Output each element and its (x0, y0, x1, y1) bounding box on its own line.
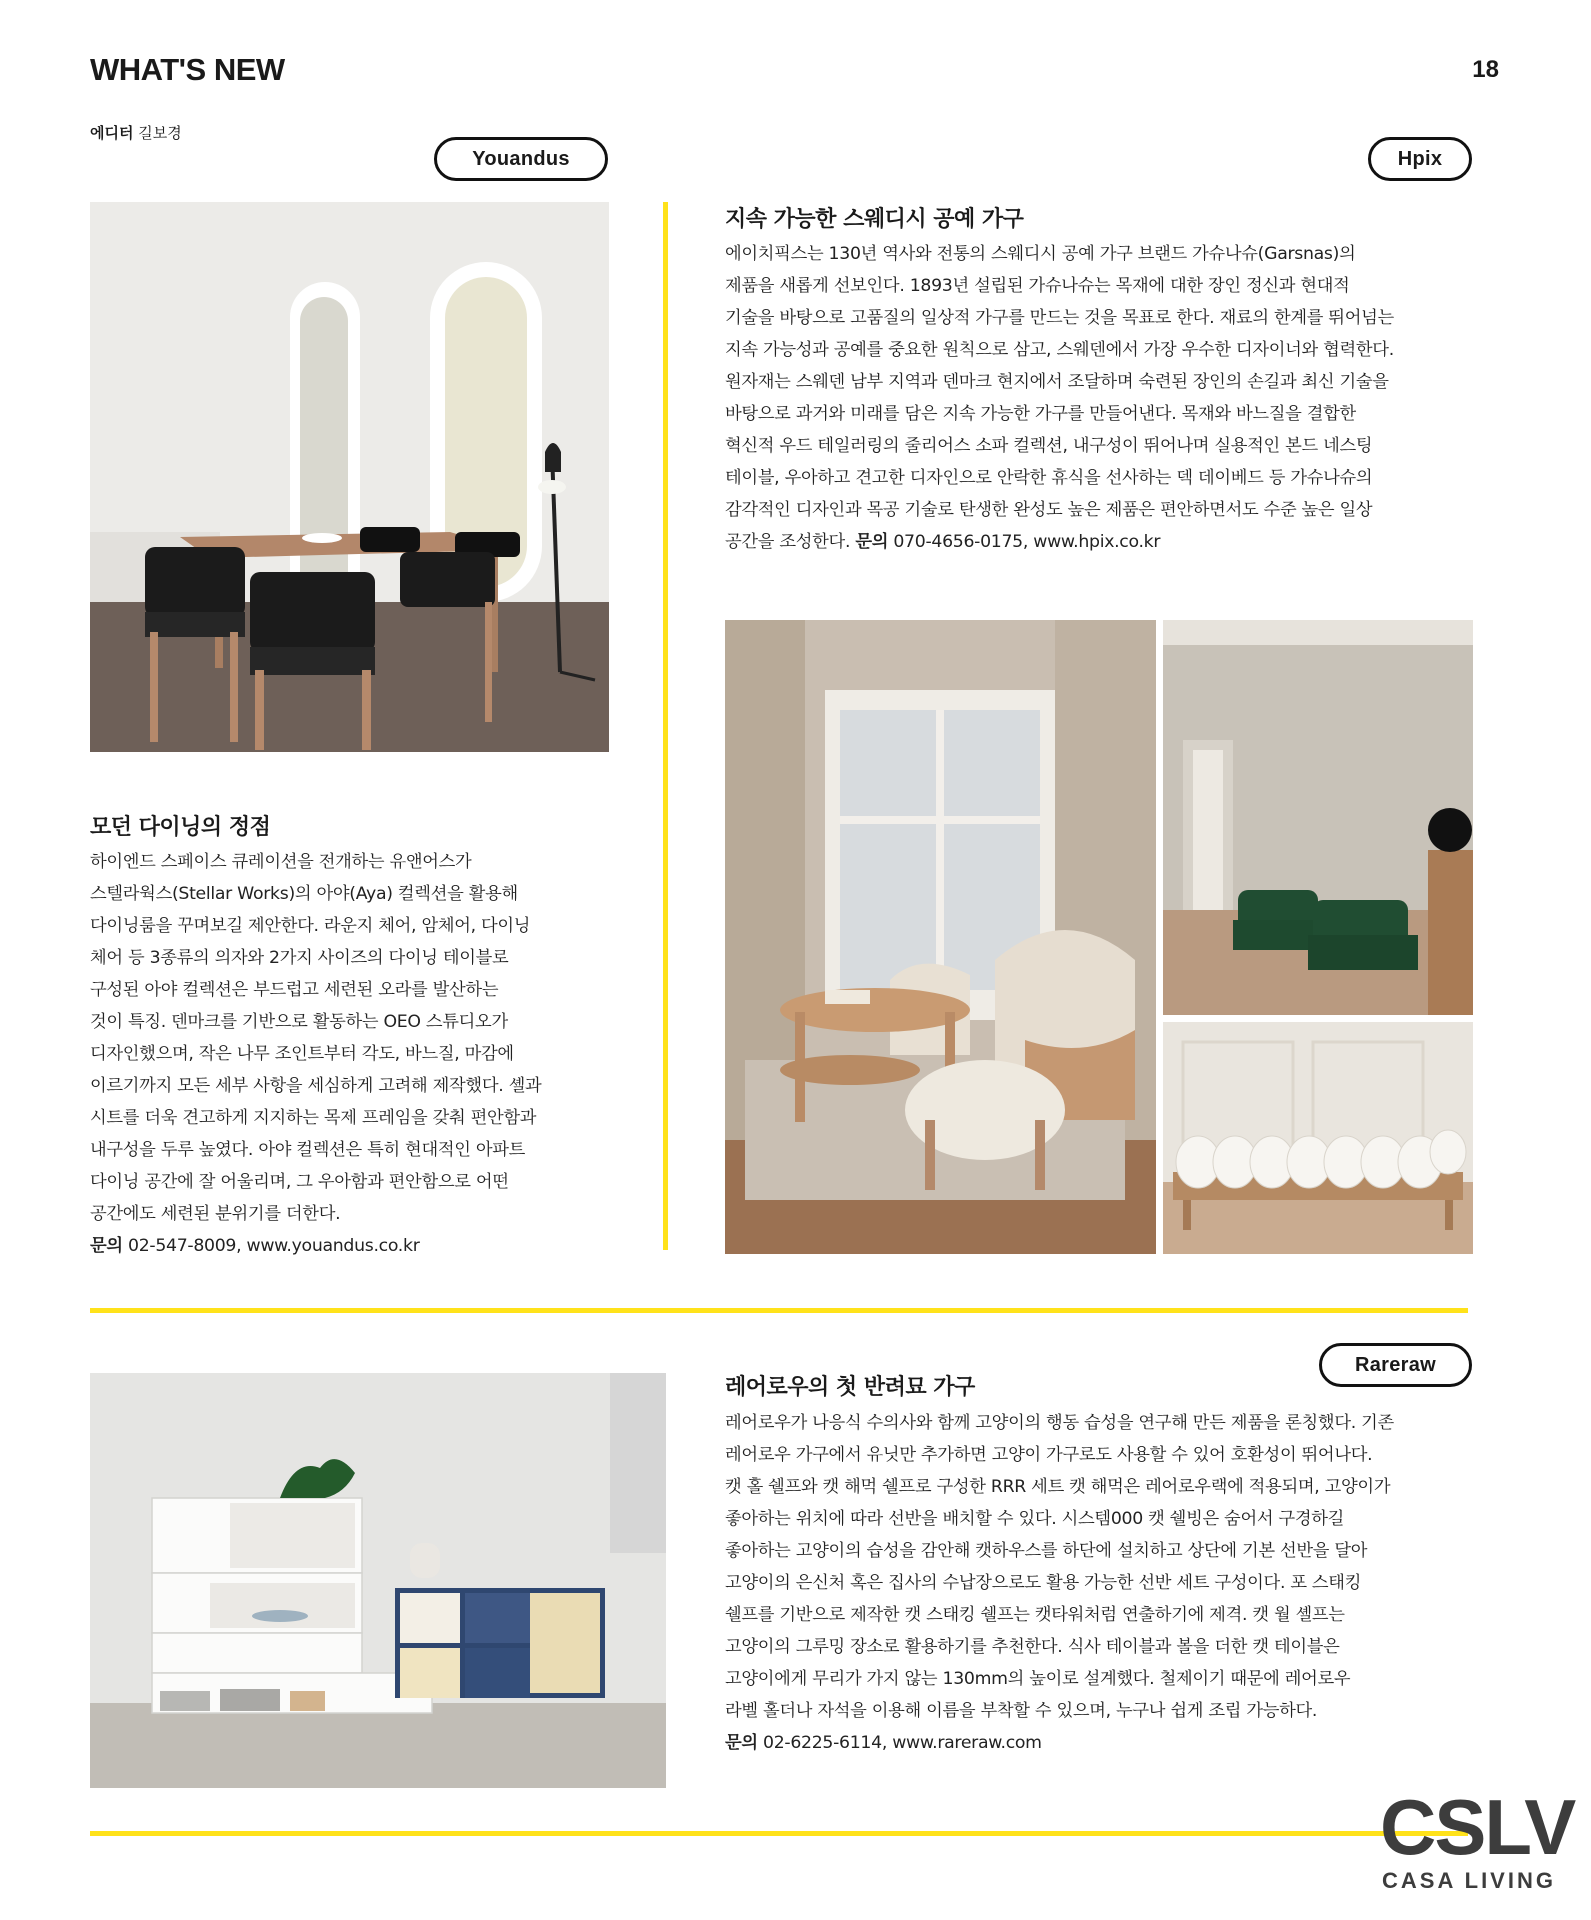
contact-value: 02-547-8009, www.youandus.co.kr (128, 1236, 420, 1256)
editor-name: 길보경 (138, 124, 182, 142)
body-line: 이르기까지 모든 세부 사항을 세심하게 고려해 제작했다. 셸과 (90, 1076, 542, 1096)
brand-tag-youandus: Youandus (434, 137, 608, 181)
rareraw-article-body (725, 1407, 1475, 1759)
body-line: 바탕으로 과거와 미래를 담은 지속 가능한 가구를 만들어낸다. 목재와 바느질을 결합한 (725, 404, 1356, 424)
body-line: 원자재는 스웨덴 남부 지역과 덴마크 현지에서 조달하며 숙련된 장인의 손길과 최신 기술을 (725, 372, 1389, 392)
body-line: 디자인했으며, 작은 나무 조인트부터 각도, 바느질, 마감에 (90, 1044, 514, 1064)
body-line: 지속 가능성과 공예를 중요한 원칙으로 삼고, 스웨덴에서 가장 우수한 디자이너와 협력한다. (725, 340, 1394, 360)
section-title: WHAT'S NEW (90, 52, 285, 87)
body-line: 제품을 새롭게 선보인다. 1893년 설립된 가슈나슈는 목재에 대한 장인 정신과 현대적 (725, 276, 1350, 296)
body-line: 좋아하는 위치에 따라 선반을 배치할 수 있다. 시스템000 캣 쉘빙은 숨어서 구경하길 (725, 1509, 1345, 1529)
hpix-green-chairs-photo (1163, 620, 1473, 1015)
body-line: 레어로우 가구에서 유닛만 추가하면 고양이 가구로도 사용할 수 있어 호환성이 뛰어나다. (725, 1445, 1373, 1465)
body-line: 시트를 더욱 견고하게 지지하는 목제 프레임을 갖춰 편안함과 (90, 1108, 537, 1128)
body-line: 에이치픽스는 130년 역사와 전통의 스웨디시 공예 가구 브랜드 가슈나슈(Garsnas)의 (725, 244, 1356, 264)
rareraw-article-title: 레어로우의 첫 반려묘 가구 (725, 1375, 975, 1400)
contact-label: 문의 (90, 1236, 123, 1256)
body-line: 공간에도 세련된 분위기를 더한다. (90, 1204, 341, 1224)
contact-label: 문의 (855, 532, 889, 552)
body-line: 내구성을 두루 높였다. 아야 컬렉션은 특히 현대적인 아파트 (90, 1140, 525, 1160)
hpix-article-title: 지속 가능한 스웨디시 공예 가구 (725, 207, 1024, 232)
youandus-contact (90, 1230, 610, 1262)
editor-credit (90, 122, 182, 143)
body-line: 라벨 홀더나 자석을 이용해 이름을 부착할 수 있으며, 누구나 쉽게 조립 가능하다. (725, 1701, 1318, 1721)
hpix-contact (725, 526, 1475, 558)
logo-mark: CSLV (1380, 1783, 1575, 1871)
rareraw-shelves-photo (90, 1373, 666, 1788)
body-line: 캣 홀 쉘프와 캣 해먹 쉘프로 구성한 RRR 세트 캣 해먹은 레어로우랙에 적용되며, 고양이가 (725, 1477, 1391, 1497)
body-line: 기술을 바탕으로 고품질의 일상적 가구를 만드는 것을 목표로 한다. 재료의 한계를 뛰어넘는 (725, 308, 1394, 328)
body-line: 다이닝룸을 꾸며보길 제안한다. 라운지 체어, 암체어, 다이닝 (90, 916, 531, 936)
body-line: 테이블, 우아하고 견고한 디자인으로 안락한 휴식을 선사하는 덱 데이베드 등 가슈나슈의 (725, 468, 1373, 488)
hpix-article-body (725, 238, 1475, 558)
body-line: 다이닝 공간에 잘 어울리며, 그 우아함과 편안함으로 어떤 (90, 1172, 509, 1192)
rareraw-contact (725, 1727, 1475, 1759)
hpix-daybed-photo (1163, 1022, 1473, 1254)
editor-label: 에디터 (90, 124, 134, 142)
body-line: 감각적인 디자인과 목공 기술로 탄생한 완성도 높은 제품은 편안하면서도 수준 높은 일상 (725, 500, 1373, 520)
body-line: 고양이에게 무리가 가지 않는 130mm의 높이로 설계했다. 철제이기 때문에 레어로우 (725, 1669, 1351, 1689)
contact-value: 070-4656-0175, www.hpix.co.kr (893, 532, 1161, 552)
body-line: 스텔라웍스(Stellar Works)의 아야(Aya) 컬렉션을 활용해 (90, 884, 518, 904)
body-line: 것이 특징. 덴마크를 기반으로 활동하는 OEO 스튜디오가 (90, 1012, 508, 1032)
column-divider (663, 202, 668, 1250)
body-line: 고양이의 그루밍 장소로 활용하기를 추천한다. 식사 테이블과 볼을 더한 캣 테이블은 (725, 1637, 1340, 1657)
section-divider (90, 1308, 1468, 1313)
body-line: 구성된 아야 컬렉션은 부드럽고 세련된 오라를 발산하는 (90, 980, 499, 1000)
youandus-article-body (90, 846, 610, 1262)
body-line: 혁신적 우드 테일러링의 줄리어스 소파 컬렉션, 내구성이 뛰어나며 실용적인 본드 네스팅 (725, 436, 1373, 456)
body-line: 체어 등 3종류의 의자와 2가지 사이즈의 다이닝 테이블로 (90, 948, 509, 968)
contact-label: 문의 (725, 1733, 758, 1753)
brand-tag-hpix: Hpix (1368, 137, 1472, 181)
body-line: 공간을 조성한다. (725, 532, 851, 552)
hpix-living-room-photo (725, 620, 1156, 1254)
body-line: 레어로우가 나응식 수의사와 함께 고양이의 행동 습성을 연구해 만든 제품을 론칭했다. 기존 (725, 1413, 1394, 1433)
footer-rule (90, 1831, 1468, 1836)
youandus-article-title: 모던 다이닝의 정점 (90, 815, 271, 840)
page-number: 18 (1472, 56, 1499, 83)
body-line: 하이엔드 스페이스 큐레이션을 전개하는 유앤어스가 (90, 852, 472, 872)
brand-tag-rareraw: Rareraw (1319, 1343, 1472, 1387)
youandus-dining-photo (90, 202, 609, 752)
cslv-logo (1380, 1783, 1575, 1894)
body-line: 고양이의 은신처 혹은 집사의 수납장으로도 활용 가능한 선반 세트 구성이다. 포 스태킹 (725, 1573, 1362, 1593)
body-line: 쉘프를 기반으로 제작한 캣 스태킹 쉘프는 캣타워처럼 연출하기에 제격. 캣 월 셸프는 (725, 1605, 1345, 1625)
contact-value: 02-6225-6114, www.rareraw.com (763, 1733, 1042, 1753)
body-line: 좋아하는 고양이의 습성을 감안해 캣하우스를 하단에 설치하고 상단에 기본 선반을 달아 (725, 1541, 1368, 1561)
logo-tagline: CASA LIVING (1382, 1868, 1556, 1893)
